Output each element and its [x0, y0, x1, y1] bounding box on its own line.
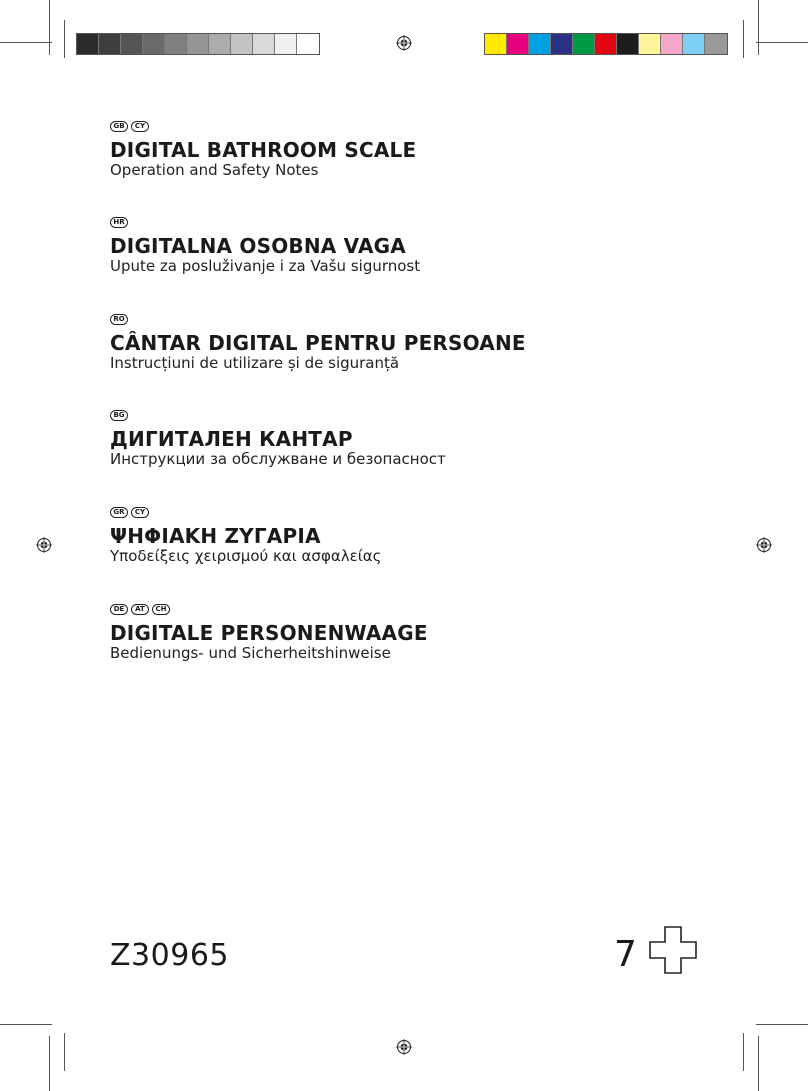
color-swatch — [143, 34, 165, 54]
color-swatch — [639, 34, 661, 54]
section-title: CÂNTAR DIGITAL PENTRU PERSOANE — [110, 331, 526, 355]
language-badge: HR — [110, 217, 128, 228]
language-section-ro — [110, 314, 526, 372]
crop-mark — [756, 42, 808, 43]
language-badges — [110, 410, 446, 422]
color-swatch — [595, 34, 617, 54]
section-subtitle: Operation and Safety Notes — [110, 161, 319, 179]
crop-mark — [64, 1033, 65, 1071]
language-section-de — [110, 604, 428, 662]
color-swatch — [231, 34, 253, 54]
color-swatch — [661, 34, 683, 54]
registration-mark-icon — [756, 537, 772, 553]
registration-mark-icon — [36, 537, 52, 553]
color-swatch — [187, 34, 209, 54]
color-swatch — [121, 34, 143, 54]
crop-mark — [0, 42, 52, 43]
grayscale-calibration-bar — [76, 33, 320, 55]
language-section-bg — [110, 410, 446, 468]
registration-mark-icon — [396, 1039, 412, 1055]
crop-mark — [756, 1024, 808, 1025]
color-swatch — [99, 34, 121, 54]
crop-mark — [758, 0, 759, 55]
swiss-cross-icon — [648, 925, 698, 975]
section-subtitle: Инструкции за обслужване и безопасност — [110, 450, 446, 468]
language-badges — [110, 604, 428, 616]
language-section-hr — [110, 217, 420, 275]
crop-mark — [0, 1024, 52, 1025]
registration-mark-icon — [396, 35, 412, 51]
language-badges — [110, 121, 416, 133]
section-title: DIGITALE PERSONENWAAGE — [110, 621, 428, 645]
color-swatch — [507, 34, 529, 54]
section-title: DIGITAL BATHROOM SCALE — [110, 138, 417, 162]
crop-mark — [49, 0, 50, 55]
section-subtitle: Instrucțiuni de utilizare și de siguranță — [110, 354, 400, 372]
language-badge: GR — [110, 507, 128, 518]
section-subtitle: Bedienungs- und Sicherheitshinweise — [110, 644, 391, 662]
color-swatch — [485, 34, 507, 54]
section-title: ДИГИТАЛЕН КАНТАР — [110, 427, 353, 451]
section-subtitle: Υποδείξεις χειρισμού και ασφαλείας — [110, 547, 382, 565]
crop-mark — [743, 20, 744, 58]
language-badge: AT — [131, 604, 149, 615]
crop-mark — [64, 20, 65, 58]
color-swatch — [165, 34, 187, 54]
language-badge: GB — [110, 121, 128, 132]
color-swatch — [683, 34, 705, 54]
language-section-gr — [110, 507, 381, 565]
language-badge: RO — [110, 314, 128, 325]
language-badge: CY — [131, 507, 149, 518]
language-badge: CH — [152, 604, 170, 615]
color-calibration-bar — [484, 33, 728, 55]
language-badge: BG — [110, 410, 128, 421]
language-badges — [110, 507, 381, 519]
color-swatch — [617, 34, 639, 54]
model-number: Z30965 — [110, 938, 229, 973]
color-swatch — [705, 34, 727, 54]
section-title: ΨΗΦΙΑΚΗ ΖΥΓΑΡΙΑ — [110, 524, 321, 548]
color-swatch — [529, 34, 551, 54]
color-swatch — [209, 34, 231, 54]
crop-mark — [758, 1036, 759, 1091]
crop-mark — [743, 1033, 744, 1071]
language-badges — [110, 217, 420, 229]
color-swatch — [253, 34, 275, 54]
color-swatch — [297, 34, 319, 54]
color-swatch — [77, 34, 99, 54]
language-badge: DE — [110, 604, 128, 615]
language-badge: CY — [131, 121, 149, 132]
color-swatch — [551, 34, 573, 54]
crop-mark — [49, 1036, 50, 1091]
section-title: DIGITALNA OSOBNA VAGA — [110, 234, 406, 258]
language-badges — [110, 314, 526, 326]
color-swatch — [573, 34, 595, 54]
language-section-en — [110, 121, 416, 179]
section-subtitle: Upute za posluživanje i za Vašu sigurnost — [110, 257, 421, 275]
page-number: 7 — [614, 934, 637, 975]
color-swatch — [275, 34, 297, 54]
